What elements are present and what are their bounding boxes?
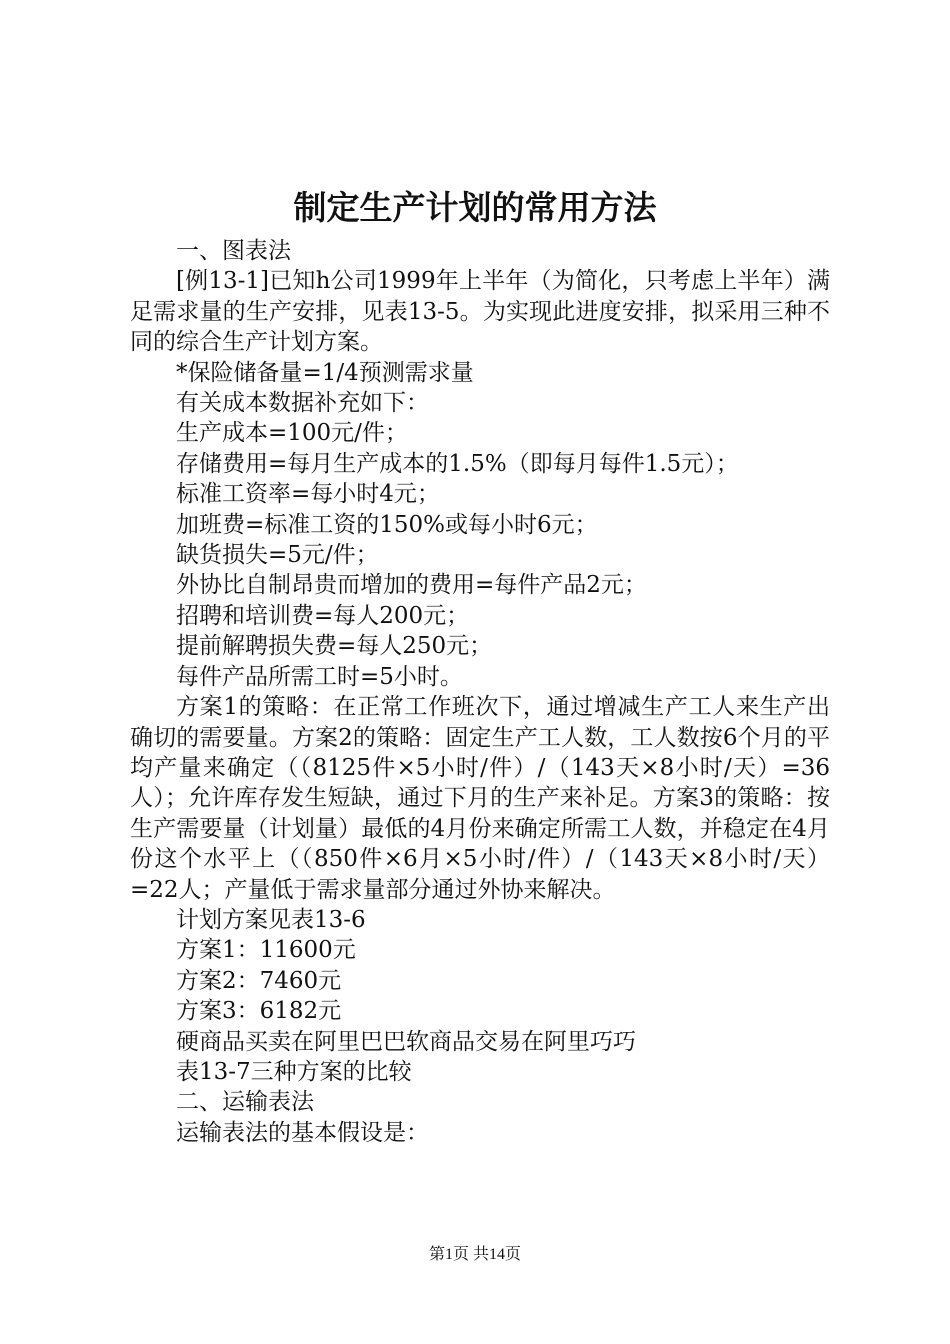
paragraph: 有关成本数据补充如下：: [176, 390, 429, 417]
cost-item: 提前解聘损失费=每人250元；: [176, 633, 493, 660]
strategy-paragraph: 方案1的策略：在正常工作班次下，通过增减生产工人来生产出确切的需要量。方案2的策略：固定生产工人数，工人数按6个月的平均产量来确定（（8125件×5小时/件）/（143天×8小时/天）=36人）；允许库存发生短缺，通过下月的生产来补足。方案3的策略：按生产需要量（计划量）最低的4月份来确定所需工人数，并稳定在4月份这个水平上（（850件×6月×5小时/件）/（143天×8小时/天）=22人；产量低于需求量部分通过外协来解决。: [130, 694, 830, 903]
paragraph: [例13-1]已知h公司1999年上半年（为简化，只考虑上半年）满足需求量的生产安排，见表13-5。为实现此进度安排，拟采用三种不同的综合生产计划方案。: [130, 268, 830, 356]
table-caption: 表13-7三种方案的比较: [176, 1058, 412, 1085]
plan-cost: 方案2：7460元: [176, 967, 342, 994]
document-body: [130, 236, 830, 1148]
cost-item: 每件产品所需工时=5小时。: [176, 663, 463, 690]
plan-cost: 方案3：6182元: [176, 998, 342, 1025]
cost-item: 生产成本=100元/件；: [176, 420, 408, 447]
section-heading: 一、图表法: [176, 238, 291, 264]
cost-item: 标准工资率=每小时4元；: [176, 481, 440, 508]
cost-item: 加班费=标准工资的150%或每小时6元；: [176, 511, 598, 538]
cost-item: 缺货损失=5元/件；: [176, 542, 379, 569]
paragraph: 运输表法的基本假设是：: [176, 1119, 429, 1146]
cost-item: 外协比自制昂贵而增加的费用=每件产品2元；: [176, 572, 647, 599]
paragraph: 硬商品买卖在阿里巴巴软商品交易在阿里巧巧: [176, 1028, 636, 1055]
document-title: 制定生产计划的常用方法: [293, 188, 657, 227]
page-footer: 第1页 共14页: [428, 1246, 521, 1263]
plan-cost: 方案1：11600元: [176, 937, 356, 964]
cost-item: 招聘和培训费=每人200元；: [176, 602, 470, 629]
cost-item: 存储费用=每月生产成本的1.5%（即每月每件1.5元）；: [176, 450, 739, 477]
section-heading: 二、运输表法: [176, 1089, 314, 1116]
paragraph: 计划方案见表13-6: [176, 906, 366, 933]
paragraph: *保险储备量=1/4预测需求量: [176, 359, 474, 386]
